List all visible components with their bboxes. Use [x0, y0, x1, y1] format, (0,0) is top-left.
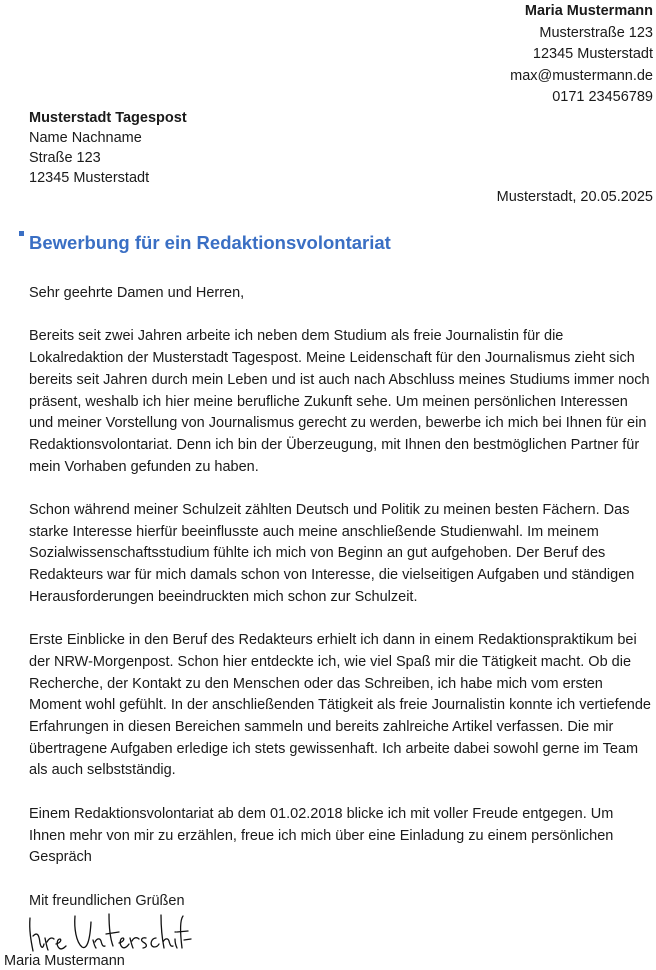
handwritten-signature	[27, 910, 192, 952]
sender-address	[510, 1, 653, 109]
closing: Mit freundlichen Grüßen	[29, 892, 185, 909]
date-line: Musterstadt, 20.05.2025	[496, 189, 653, 205]
body-paragraph-2: Schon während meiner Schulzeit zählten Deutsch und Politik zu meinen besten Fächern. Das starke Interesse hierfür beeinflusste auch meine anschließende Studienwahl. Im meinem Sozialwissenschaftsstudium fühlte ich mich von Beginn an gut aufgehoben. Der Beruf des Redakteurs war für mich damals schon von Interesse, die vielseitigen Aufgaben und ständigen Herausforderungen beeindruckten mich schon zur Schulzeit.	[29, 502, 635, 605]
salutation: Sehr geehrte Damen und Herren,	[29, 285, 245, 301]
letter-body	[29, 283, 651, 934]
body-paragraph-4: Einem Redaktionsvolontariat ab dem 01.02.2018 blicke ich mit voller Freude entgegen. Um Ihnen mehr von mir zu erzählen, freue ich mich über eine Einladung zu einem persönlichen Gespräch	[29, 805, 614, 866]
subject-accent-mark	[19, 231, 24, 236]
sender-street: Musterstraße 123	[539, 24, 653, 41]
recipient-street: Straße 123	[29, 150, 101, 166]
sender-email: max@mustermann.de	[510, 67, 653, 84]
recipient-address	[29, 108, 187, 188]
body-paragraph-3: Erste Einblicke in den Beruf des Redakteurs erhielt ich dann in einem Redaktionspraktikum bei der NRW-Morgenpost. Schon hier entdeckte ich, wie viel Spaß mir die Tätigkeit macht. Ob die Recherche, der Kontakt zu den Menschen oder das Schreiben, ich habe mich vom ersten Moment wohl gefühlt. In der anschließenden Tätigkeit als freie Journalistin konnte ich vertiefende Erfahrungen in diesen Bereichen sammeln und bereits zahlreiche Artikel verfassen. Die mir übertragene Aufgaben erledige ich stets gewissenhaft. Ich arbeite dabei sowohl gerne im Team als auch selbstständig.	[29, 632, 651, 779]
subject-heading: Bewerbung für ein Redaktionsvolontariat	[29, 232, 391, 253]
sender-phone: 0171 23456789	[552, 89, 653, 105]
sender-city: 12345 Musterstadt	[532, 46, 653, 62]
recipient-company: Musterstadt Tagespost	[29, 110, 187, 126]
body-paragraph-1: Bereits seit zwei Jahren arbeite ich neben dem Studium als freie Journalistin für die Lokalredaktion der Musterstadt Tagespost. Meine Leidenschaft für den Journalismus zieht sich bereits seit Jahren durch mein Leben und ist auch nach Abschluss meines Studiums immer noch präsent, weshalb ich hier meine berufliche Zukunft sehe. Um meinen persönlichen Interessen und meiner Vorstellung von Journalismus gerecht zu werden, bewerbe ich mich bei Ihnen für ein Redaktionsvolontariat. Denn ich bin der Überzeugung, mit Ihnen den bestmöglichen Partner für mein Vorhaben gefunden zu haben.	[29, 328, 650, 475]
sender-name: Maria Mustermann	[524, 3, 653, 19]
recipient-contact: Name Nachname	[29, 130, 142, 146]
signer-name: Maria Mustermann	[4, 953, 125, 969]
recipient-city: 12345 Musterstadt	[29, 170, 150, 186]
